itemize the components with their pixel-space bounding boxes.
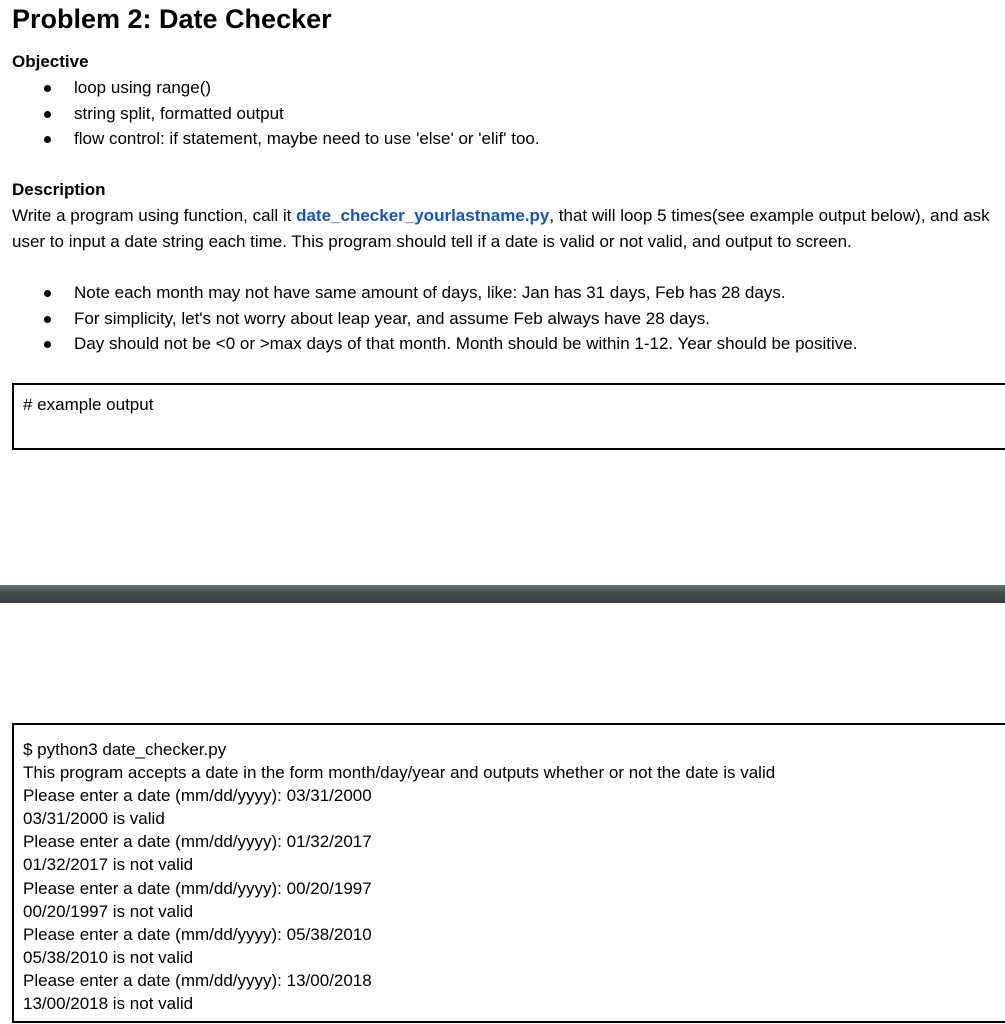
description-paragraph [12,203,1000,254]
description-text-after: , that will loop 5 times(see example output below), and ask user to input a date string each time. This program should tell if a date is valid or not valid, and output to screen. [12,206,990,251]
description-item: Note each month may not have same amount of days, like: Jan has 31 days, Feb has 28 days. [0,280,857,306]
objective-heading: Objective [12,52,89,71]
terminal-line: Please enter a date (mm/dd/yyyy): 13/00/2018 [23,970,372,990]
terminal-line: Please enter a date (mm/dd/yyyy): 00/20/1997 [23,878,372,898]
terminal-line: 00/20/1997 is not valid [23,901,194,921]
page-divider-bar [0,585,1005,603]
terminal-line: Please enter a date (mm/dd/yyyy): 05/38/2010 [23,924,372,944]
example-output-label: # example output [23,395,154,414]
description-heading: Description [12,180,106,199]
terminal-line: $ python3 date_checker.py [23,740,227,759]
terminal-lines [23,738,775,1015]
page-title: Problem 2: Date Checker [12,4,332,34]
description-list [0,280,857,357]
terminal-line: Please enter a date (mm/dd/yyyy): 03/31/2000 [23,786,372,806]
filename-highlight: date_checker_yourlastname.py [296,206,550,225]
terminal-output-box [12,723,1005,1023]
description-text-before: Write a program using function, call it [12,206,297,225]
terminal-line: This program accepts a date in the form month/day/year and outputs whether or not the date is valid [23,763,776,783]
terminal-line: 13/00/2018 is not valid [23,994,194,1014]
terminal-line: 03/31/2000 is valid [23,809,165,829]
terminal-line: 01/32/2017 is not valid [23,855,194,875]
description-item: For simplicity, let's not worry about leap year, and assume Feb always have 28 days. [0,306,857,332]
description-item: Day should not be <0 or >max days of that month. Month should be within 1-12. Year should be positive. [0,331,857,357]
objective-item: flow control: if statement, maybe need to use 'else' or 'elif' too. [0,126,540,152]
objective-list [0,75,540,152]
example-output-box [12,383,1005,450]
objective-item: loop using range() [0,75,540,101]
objective-item: string split, formatted output [0,101,540,127]
terminal-line: 05/38/2010 is not valid [23,947,194,967]
terminal-line: Please enter a date (mm/dd/yyyy): 01/32/2017 [23,832,372,852]
